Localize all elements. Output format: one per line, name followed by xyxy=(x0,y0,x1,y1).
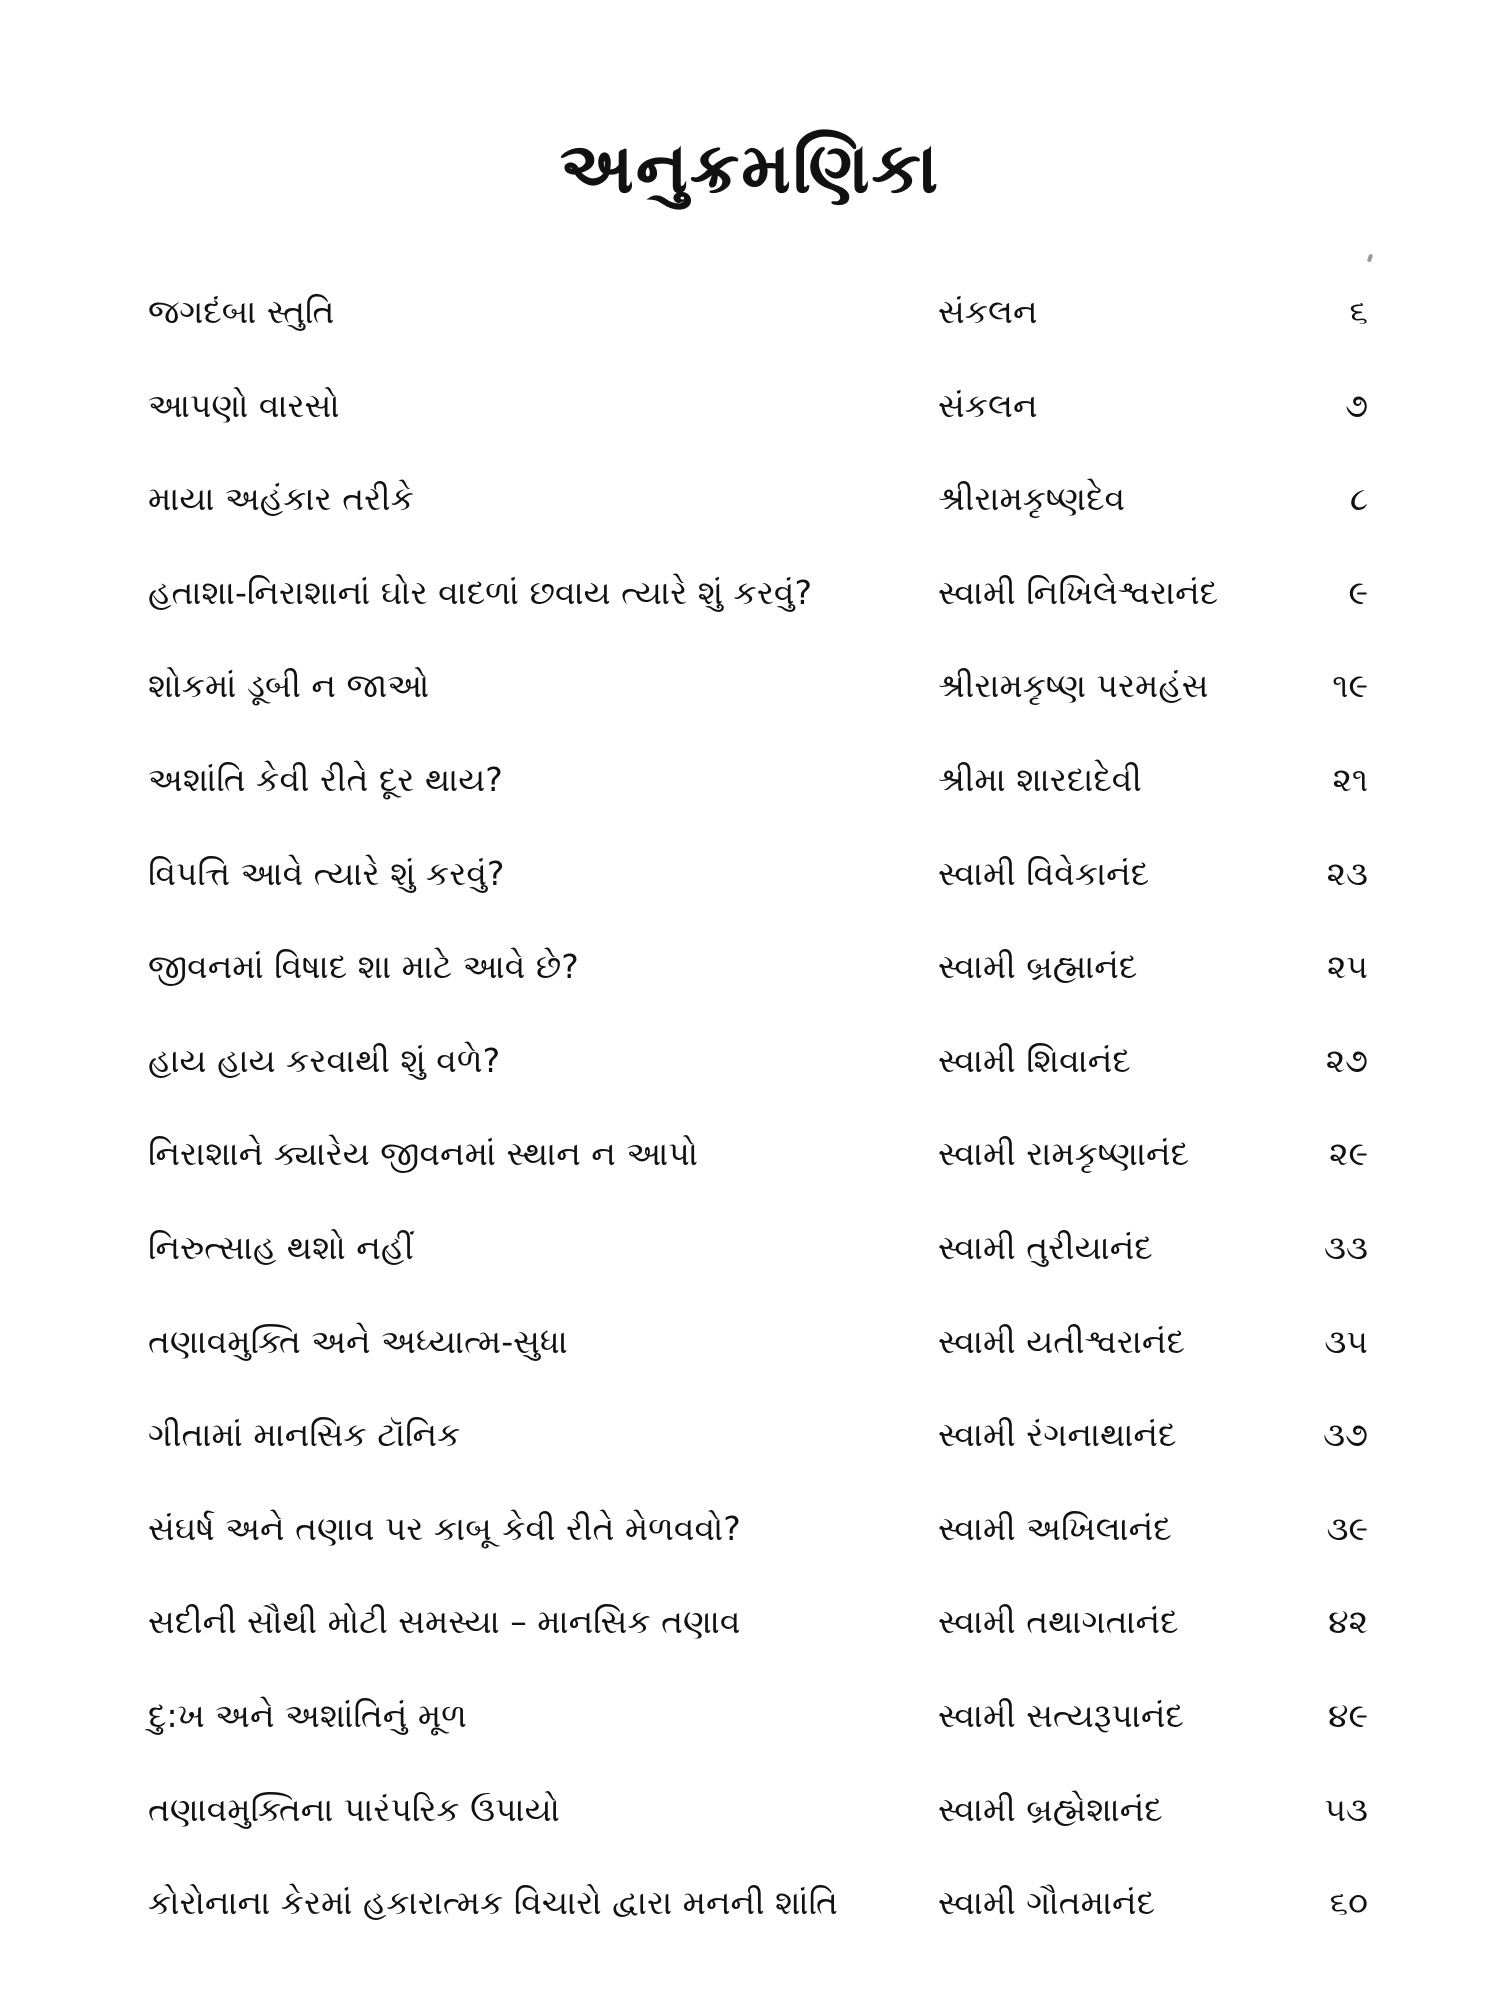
toc-entry xyxy=(148,1114,1368,1208)
toc-entry xyxy=(148,553,1368,647)
toc-entry-title: આપણો વારસો xyxy=(148,385,340,425)
toc-entry xyxy=(148,1302,1368,1396)
toc-entry-author: શ્રીરામકૃષ્ણદેવ xyxy=(938,479,1126,519)
toc-entry-page-number: ૨૭ xyxy=(1325,1040,1368,1080)
toc-entry-author: સ્વામી બ્રહ્માનંદ xyxy=(938,947,1138,987)
toc-entry-title: શોકમાં ડૂબી ન જાઓ xyxy=(148,666,430,706)
toc-entry xyxy=(148,927,1368,1021)
toc-entry-author: સ્વામી યતીશ્વરાનંદ xyxy=(938,1321,1185,1361)
toc-entry-author: શ્રીમા શારદાદેવી xyxy=(938,759,1142,799)
toc-entry-title: જગદંબા સ્તુતિ xyxy=(148,292,335,331)
toc-entry-title: જીવનમાં વિષાદ શા માટે આવે છે? xyxy=(148,947,579,987)
toc-entry xyxy=(148,366,1368,460)
table-of-contents xyxy=(148,272,1368,1957)
toc-entry-author: સ્વામી તથાગતાનંદ xyxy=(938,1602,1179,1642)
scan-speck xyxy=(1367,254,1373,263)
toc-entry-author: સંકલન xyxy=(938,385,1038,425)
toc-entry-title: ગીતામાં માનસિક ટૉનિક xyxy=(148,1415,461,1455)
toc-entry-page-number: ૬૦ xyxy=(1329,1883,1368,1923)
toc-entry-author: સ્વામી અખિલાનંદ xyxy=(938,1508,1172,1548)
toc-entry xyxy=(148,459,1368,553)
toc-entry-title: સંઘર્ષ અને તણાવ પર કાબૂ કેવી રીતે મેળવવો? xyxy=(148,1508,741,1548)
toc-entry-title: માયા અહંકાર તરીકે xyxy=(148,479,414,519)
toc-entry-title: તણાવમુક્તિ અને અધ્યાત્મ-સુધા xyxy=(148,1321,568,1361)
toc-entry xyxy=(148,740,1368,834)
toc-entry xyxy=(148,272,1368,366)
toc-entry-author: સ્વામી ગૌતમાનંદ xyxy=(938,1883,1156,1923)
toc-entry-author: સ્વામી સત્યરૂપાનંદ xyxy=(938,1695,1184,1735)
toc-entry-author: સ્વામી રામકૃષ્ણાનંદ xyxy=(938,1134,1190,1174)
toc-entry-page-number: ૩૩ xyxy=(1324,1227,1368,1267)
toc-entry-page-number: ૨૩ xyxy=(1326,853,1368,893)
toc-entry-title: વિપત્તિ આવે ત્યારે શું કરવું? xyxy=(148,853,505,893)
toc-entry-title: નિરુત્સાહ થશો નહીં xyxy=(148,1227,414,1267)
toc-entry xyxy=(148,834,1368,928)
toc-entry-page-number: ૩૭ xyxy=(1323,1415,1368,1455)
toc-entry-author: સંકલન xyxy=(938,292,1038,331)
toc-entry-author: સ્વામી બ્રહ્મેશાનંદ xyxy=(938,1789,1163,1829)
toc-entry-title: દુ:ખ અને અશાંતિનું મૂળ xyxy=(148,1695,467,1735)
toc-entry xyxy=(148,1208,1368,1302)
toc-entry xyxy=(148,646,1368,740)
toc-entry xyxy=(148,1582,1368,1676)
toc-entry-page-number: ૪૨ xyxy=(1328,1602,1368,1642)
toc-entry-title: હતાશા-નિરાશાનાં ઘોર વાદળાં છવાય ત્યારે શું કરવું? xyxy=(148,572,812,612)
toc-entry-page-number: ૨૧ xyxy=(1332,759,1368,799)
toc-entry-page-number: ૩૯ xyxy=(1326,1508,1368,1548)
page-title: અનુક્રમણિકા xyxy=(559,127,941,209)
toc-entry-page-number: ૭ xyxy=(1345,385,1368,425)
toc-entry xyxy=(148,1863,1368,1957)
toc-entry-page-number: ૪૯ xyxy=(1328,1695,1368,1735)
toc-entry-page-number: ૫૩ xyxy=(1324,1789,1368,1829)
toc-entry-title: અશાંતિ કેવી રીતે દૂર થાય? xyxy=(148,759,503,799)
toc-entry-author: સ્વામી રંગનાથાનંદ xyxy=(938,1415,1177,1455)
toc-entry-page-number: ૮ xyxy=(1349,479,1368,519)
toc-entry-page-number: ૯ xyxy=(1348,572,1368,612)
toc-entry-page-number: ૨૫ xyxy=(1326,947,1368,987)
toc-entry xyxy=(148,1395,1368,1489)
toc-entry-author: સ્વામી વિવેકાનંદ xyxy=(938,853,1150,893)
toc-entry-author: સ્વામી શિવાનંદ xyxy=(938,1040,1131,1080)
toc-entry-page-number: ૬ xyxy=(1349,292,1368,331)
toc-entry-page-number: ૩૫ xyxy=(1324,1321,1368,1361)
toc-entry-title: કોરોનાના કેરમાં હકારાત્મક વિચારો દ્વારા મનની શાંતિ xyxy=(148,1883,838,1923)
toc-entry-title: હાય હાય કરવાથી શું વળે? xyxy=(148,1040,501,1080)
toc-entry-title: તણાવમુક્તિના પારંપરિક ઉપાયો xyxy=(148,1789,560,1829)
toc-entry-page-number: ૨૯ xyxy=(1329,1134,1368,1174)
toc-entry-title: નિરાશાને ક્યારેય જીવનમાં સ્થાન ન આપો xyxy=(148,1134,698,1174)
toc-entry-author: સ્વામી તુરીયાનંદ xyxy=(938,1227,1153,1267)
toc-entry-author: સ્વામી નિખિલેશ્વરાનંદ xyxy=(938,572,1219,612)
toc-entry xyxy=(148,1676,1368,1770)
toc-entry xyxy=(148,1489,1368,1583)
toc-entry xyxy=(148,1021,1368,1115)
toc-entry-author: શ્રીરામકૃષ્ણ પરમહંસ xyxy=(938,666,1209,706)
toc-entry-title: સદીની સૌથી મોટી સમસ્યા – માનસિક તણાવ xyxy=(148,1602,741,1642)
toc-entry xyxy=(148,1770,1368,1864)
toc-entry-page-number: ૧૯ xyxy=(1332,666,1368,706)
